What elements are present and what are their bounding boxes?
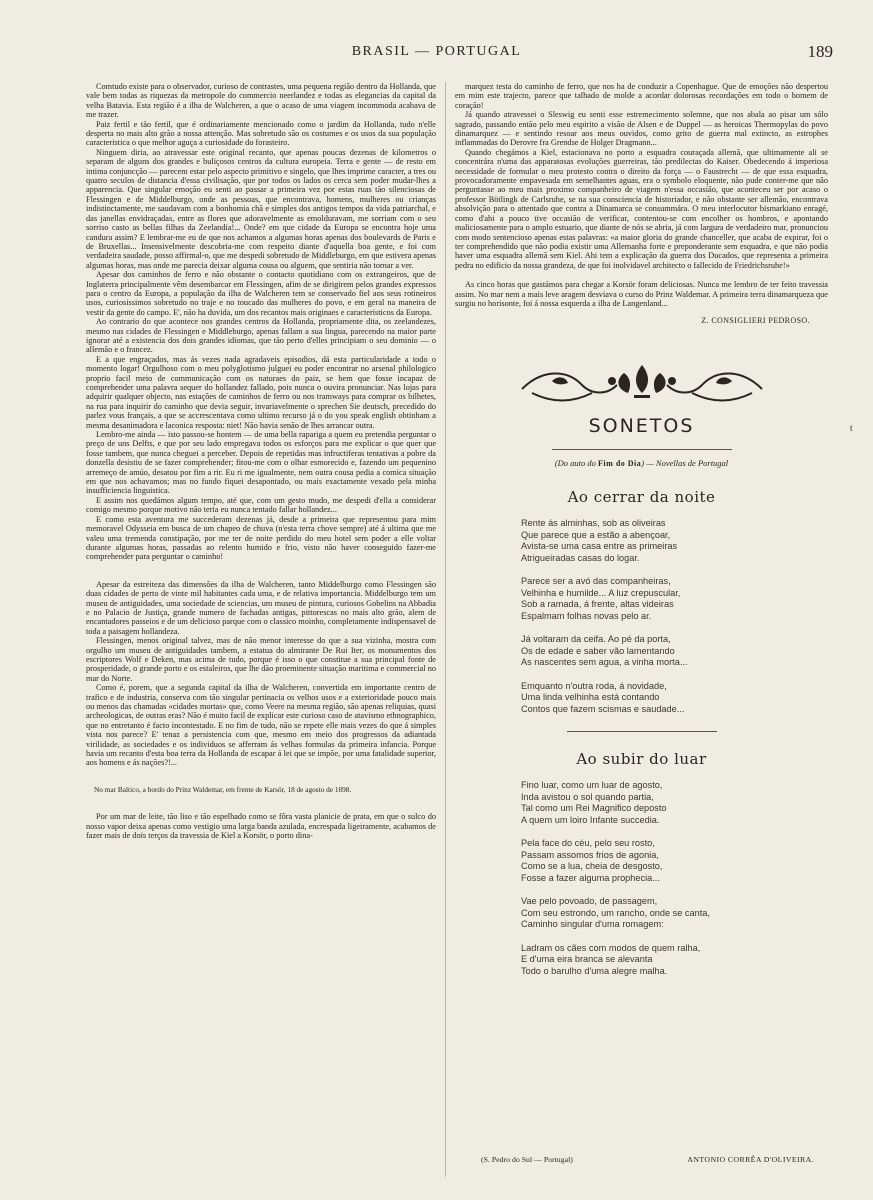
- paragraph: Ao contrario do que acontece nos grandes centros da Hollanda, propriamente dita, os zeelandezes, mesmo nas cidades de Flessingen e Middleburgo, apenas fallam a sua lingua, parecendo na maior parte ignorar até a existencia dos dois grandes idiomas, que tão perto d'elles principiam o seu dominio — o allemão e o francez.: [86, 317, 436, 355]
- stanza: [521, 681, 828, 716]
- margin-mark: t: [850, 423, 853, 433]
- stanza: [521, 518, 828, 564]
- page-number: 189: [807, 42, 833, 61]
- stanza: [521, 896, 828, 931]
- sonnets-title: SONETOS: [588, 415, 695, 438]
- paragraph: E a que engraçados, mas ás vezes nada agradaveis episodios, dá esta particularidade a todo o momento logar! Orgulhoso com o meu polyglotismo julguei eu poder encontrar no arsenal philologico proprio facil meio de communicação com os naturaes do paiz, se bem que fosse incapaz de comprehender uma palavra sequer do hollandez fallado, pois nunca o ouvira pronunciar. Nas lojas para adquirir qualquer objecto, nas estações de caminhos de ferro ou nos tramways para comprar os bilhetes, na rua para inquirir do caminho que devia seguir, invariavelmente o sprechen Sie deutsch, precedido do parlez vous français, a que se accrescentava como ultimo recurso já o do you speak english obtinham a mesma desanimadora e laconica resposta: niet! Não havia senão de lhes arrancar outra.: [86, 354, 436, 430]
- paragraph: Apesar dos caminhos de ferro e não obstante o contacto quotidiano com os extrangeiros, que de Inglaterra principalmente vêm desembarcar em Flessingen, afim de se dirigirem pelos grandes expressos para o centro da Europa, a população da ilha de Walcheren tem se conservado fiel aos seus rotineiros usos, curiosissimos sobretudo no traje e no toucado das mulheres do povo, e em geral na maneira de vestir da gente do campo. E', não ha duvida, um dos recantos mais originaes e caracteristicos da Europa.: [86, 270, 436, 317]
- poem-divider: [567, 731, 717, 732]
- verse-line: Espalmam folhas novas pelo ar.: [521, 610, 652, 621]
- verse-line: Ladram os cães com modos de quem ralha,: [521, 942, 701, 953]
- article-signature: Z. CONSIGLIERI PEDROSO.: [701, 316, 810, 326]
- stanza: [521, 838, 828, 884]
- verse-line: Sob a ramada, á frente, altas videiras: [521, 599, 674, 610]
- paragraph: Ninguem diria, ao atravessar este original recanto, que apenas poucas dezenas de kilometros o separam de alguns dos grandes e buliçosos centros da cultura europeia. Terra e gente — de resto em intima conjuncção — parecem estar pelo aspecto primitivo e singelo, que lhes imprime caracter, a tres ou quatro seculos de distancia d'essa civilisação, que por todos os lados os cerca sem poder mudar-lhes a apparencia. Que singular emoção eu senti ao passar a primeira vez por estas ruas tão silenciosas de Flessingen e de Middelburgo, onde as pessoas, que encontrava, homens, mulheres ou crianças indistinctamente, me saudavam com a bonhomia chã e simples dos antigos tempos da vida patriarchal, e das janellas envidraçadas, entre as flores que adoravelmente as emolduravam, me sorriam com o seu sorriso casto as bellas filhas da Zeelandia!... Onde? em que cidade da Europa se encontra hoje uma candura assim? E lembrar-me eu de que nos achamos a algumas horas apenas dos boulevards de Paris e de Bruxellas... Insensivelmente descobria-me com respeito diante d'aquella boa gente, e foi com verdadeira saudade, posso affirmal-o, que me despedi sobretudo de Middleburgo, em que estivera apenas algumas horas, mas onde me parecia deixar alguma cousa ou alguem, que sentiria não tornar a ver.: [86, 147, 436, 270]
- verse-line: Avista-se uma casa entre as primeiras: [521, 541, 678, 552]
- right-column: [455, 82, 828, 977]
- verse-line: Com seu estrondo, um rancho, onde se canta,: [521, 907, 710, 918]
- verse-line: Fino luar, como um luar de agosto,: [521, 780, 663, 791]
- left-column: [86, 82, 436, 841]
- verse-line: Que parece que a estão a abençoar,: [521, 529, 671, 540]
- paragraph: Por um mar de leite, tão liso e tão espelhado como se fôra vasta planicie de prata, em que o sulco do nosso vapor deixa apenas como vestigio uma larga banda azulada, encrespada ligeiramente, acabamos de fazer mais de dois terços da travessia de Kiel a Korsör, o porto dina-: [86, 812, 436, 841]
- floral-ornament-icon: [512, 359, 772, 409]
- paragraph: E assim nos quedámos algum tempo, até que, com um gesto mudo, me despedi d'ella a considerar comigo mesmo porque motivo não teria eu nunca tentado fallar hollandez...: [86, 495, 436, 515]
- verse-line: Uma linda velhinha está contando: [521, 692, 660, 703]
- verse-line: Já voltaram da ceifa. Ao pé da porta,: [521, 634, 671, 645]
- paragraph: Paiz fertil e tão fertil, que é ordinariamente mencionado como o jardim da Hollanda, tudo n'elle desperta no mais alto grão a nossa attenção. Mas sobretudo são os costumes e os usos da sua população caracteristica o que melhor aguça a curiosidade do forasteiro.: [86, 119, 436, 148]
- poem-title: Ao subir do luar: [576, 750, 707, 769]
- verse-line: Fosse a fazer alguma prophecia...: [521, 872, 660, 883]
- verse-line: Atrigueiradas casas do logar.: [521, 552, 640, 563]
- verse-line: A quem um loiro Infante succedia.: [521, 814, 660, 825]
- paragraph: Já quando atravessei o Sleswig eu senti esse estremecimento solemne, que nos abala ao pisar um sólo sagrado, passando então pelo meu espirito a visão de Alsen e de Duppel — as heroicas Thermopylas do povo dinamarquez — e sentindo resoar aos meus ouvidos, como grito de guerra mal extincto, as estrophes inflammadas do Derovre fra Grendse de Holger Dragmann...: [455, 110, 828, 148]
- paragraph: marquez testa do caminho de ferro, que nos ha de conduzir a Copenhague. Que de emoções não despertou em mim este trajecto, parece que talhado de molde a acordar dolorosas recordações em todo o homem de coração!: [455, 82, 828, 110]
- paragraph: Quando chegámos a Kiel, estacionava no porto a esquadra couraçada allemã, que ultimamente ali se concentrára n'uma das apparatosas evoluções guerreiras, tão predilectas do Kaiser. Obedecendo á imperiosa necessidade de formular o meu protesto contra o direito da força — o Faustrecht — de que essa esquadra, provocadoramente empavesada em semelhantes aguas, era o symbolo eloquente, não pude conter-me que não perguntasse ao meu mais proximo companheiro de viagem n'essa occasião, que aconteceu ser por acaso o professor Bötlingk de Carlsruhe, se na sua consciencia de historiador, e não obstante ser allemão, encontrava absolvição para o attentado que contra a Dinamarca se consummára. O meu interlocutor bismarkiano enragé, como d'ahi a pouco tive occasião de verificar, contentou-se com encolher os hombros, e apontando maliciosamente para o amplo estuario, que diante de nós se abria, já com largura de verdadeiro mar, pronunciou com modo sentencioso apenas estas palavras: «a maior gloria do grande chanceller, que acaba de expirar, foi o ter comprehendido que não podia existir uma Allemanha forte e preponderante sem esquadra, e que não podia haver uma esquadra allemã sem Kiel. Ahi tem a explicação da guerra dos Ducados, que representa a primeira pedra no edificio da nossa grandeza, de que foi inolvidavel architecto o fallecido de Friedrichsruhe!»: [455, 147, 828, 270]
- verse-line: Emquanto n'outra roda, á novidade,: [521, 680, 667, 691]
- paragraph: E como esta aventura me succederam dezenas já, desde a primeira que representou para mim memoravel Odysseia em busca de um chapeo de chuva (n'esta terra chove sempre) até á ultima que me valeu uma tremenda constipação, por me ter de noite perdido do meu hotel sem poder a elle voltar durante algumas horas, passadas ao relento humido e frio, visto não haver conseguido fazer-me comprehender para perguntar o caminho!: [86, 514, 436, 562]
- verse-line: Todo o barulho d'uma alegre malha.: [521, 965, 668, 976]
- dateline: No mar Baltico, a bordo do Prinz Waldemar, em frente de Karsör, 18 de agosto de 1898.: [94, 784, 352, 794]
- stanza: [521, 576, 828, 622]
- verse-line: Parece ser a avó das companheiras,: [521, 576, 671, 587]
- running-head: BRASIL — PORTUGAL: [351, 44, 522, 59]
- column-rule: [445, 82, 446, 1177]
- source-suffix: ) — Novellas de Portugal: [641, 458, 729, 469]
- title-rule: [552, 449, 732, 450]
- verse-line: Velhinha e humilde... A luz crepuscular,: [521, 587, 681, 598]
- page-header: [0, 44, 873, 64]
- verse-line: E d'uma eira branca se alevanta: [521, 954, 653, 965]
- verse-line: Pela face do céu, pelo seu rosto,: [521, 838, 655, 849]
- stanza: [521, 943, 828, 978]
- paragraph: As cinco horas que gastámos para chegar a Korsör foram deliciosas. Nunca me lembro de ter feito travessia assim. No mar nem a mais leve aragem desviava o curso do Prinz Waldemar. A primeira terra dinamarqueza que surgiu no horisonte, foi á nossa esquerda a ilha de Langenland...: [455, 280, 828, 308]
- poem-author: ANTONIO CORRÊA D'OLIVEIRA.: [687, 1155, 814, 1164]
- source-book: Fim do Dia: [598, 459, 642, 469]
- verse-line: Contos que fazem scismas e saudade...: [521, 703, 685, 714]
- paragraph: Flessingen, menos original talvez, mas de não menor interesse do que a sua vizinha, mostra com orgulho um museu de antiguidades tambem, a estatua do almirante De Rui Iter, os monumentos dos escriptores Wolf e Deken, mas acima de tudo, porque é isso o que constitue a sua principal fonte de prosperidade, o grande porto e os estaleiros, que lhe dão proeminente situação maritima e commercial no mar do Norte.: [86, 636, 436, 683]
- verse-line: Vae pelo povoado, de passagem,: [521, 896, 658, 907]
- paragraph: Como é, porem, que a segunda capital da ilha de Walcheren, convertida em importante centro de trafico e de industria, conserva com tão singular pertinacia os velhos usos e a exterioridade pouco mais ou menos das chamadas «cidades mortas» que, como Veere na mesma região, são apenas reliquias, quasi archeologicas, de outras eras? Não é muito facil de explicar este curioso caso de atavismo ethnographico, que no entretanto é facto incontestado. E no fim de tudo, não se repete elle mais vezes do que á simples vista nos parece? E' tenaz a persistencia com que, mesmo em meio dos progressos da adiantada virilidade, as sociedades e os individuos se afferram ás velhas formulas da primeira infancia. Porque havia um recanto d'esta boa terra da Hollanda de escapar á lei que se impõe, por uma fatalidade superior, aos homens e ás nações?!...: [86, 683, 436, 768]
- verse-line: Rente ás alminhas, sob as oliveiras: [521, 518, 666, 529]
- verse-line: Caminho singular d'uma romagem:: [521, 919, 664, 930]
- stanza: [521, 780, 828, 826]
- stanza: [521, 634, 828, 669]
- paragraph: Comtudo existe para o observador, curioso de contrastes, uma pequena região dentro da Hollanda, que vale bem todas as riquezas da metropole do commercio neerlandez e todas as elegancias da capital da velha Batavia. Esta região é a ilha de Walcheren, a que o acaso de uma viagem incommoda acabava de me trazer.: [86, 82, 436, 120]
- poem-title: Ao cerrar da noite: [567, 488, 716, 507]
- paragraph: Lembro-me ainda — isto passou-se hontem — de uma bella rapariga a quem eu pretendia perguntar o preço de uns Delfts, e que por seu lado empregava todos os esforços para me explicar o que quer que fosse tambem, que nunca cheguei a perceber. Depois de repetidas mas infructiferas tentativas a pobre da donzella desistiu de se fazer comprehender; fitou-me com o olhar esmorecido e, fazendo um pequenino arremeço de amúo, desatou por fim a rir. Eu ri me igualmente, nem outra cousa pedia a comica situação em que nos achavamos; mas no fundo fiquei desapontado, ou mais exactamente vexado pela minha insufficiencia linguistica.: [86, 430, 436, 496]
- sonnets-source: [455, 458, 828, 468]
- paragraph: Apesar da estreiteza das dimensões da ilha de Walcheren, tanto Middelburgo como Flessingen são duas cidades de perto de vinte mil habitantes cada uma, e de relativa importancia. Middelburgo tem um museu de antiguidades, uma sociedade de sciencias, um museu de pintura, curiosos Gobelins na Abbadia e no Palacio de Justiça, grande numero de fachadas antigas, pittorescas no mais alto grão, alem de encantadores passeios e de um delicioso parque com o classico moinho, completamente indispensavel de toda a paisagem hollandeza.: [86, 579, 436, 636]
- verse-line: As nascentes sem agua, a vinha morta...: [521, 657, 688, 668]
- verse-line: Como se a lua, cheia de desgosto,: [521, 861, 663, 872]
- verse-line: Tal como um Rei Magnifico deposto: [521, 803, 667, 814]
- poem-place: (S. Pedro do Sul — Portugal): [481, 1155, 573, 1164]
- source-prefix: (Do auto do: [554, 458, 596, 469]
- verse-line: Inda avistou o sol quando partia,: [521, 791, 654, 802]
- verse-line: Os de edade e saber vão lamentando: [521, 645, 675, 656]
- verse-line: Passam assomos frios de agonia,: [521, 849, 659, 860]
